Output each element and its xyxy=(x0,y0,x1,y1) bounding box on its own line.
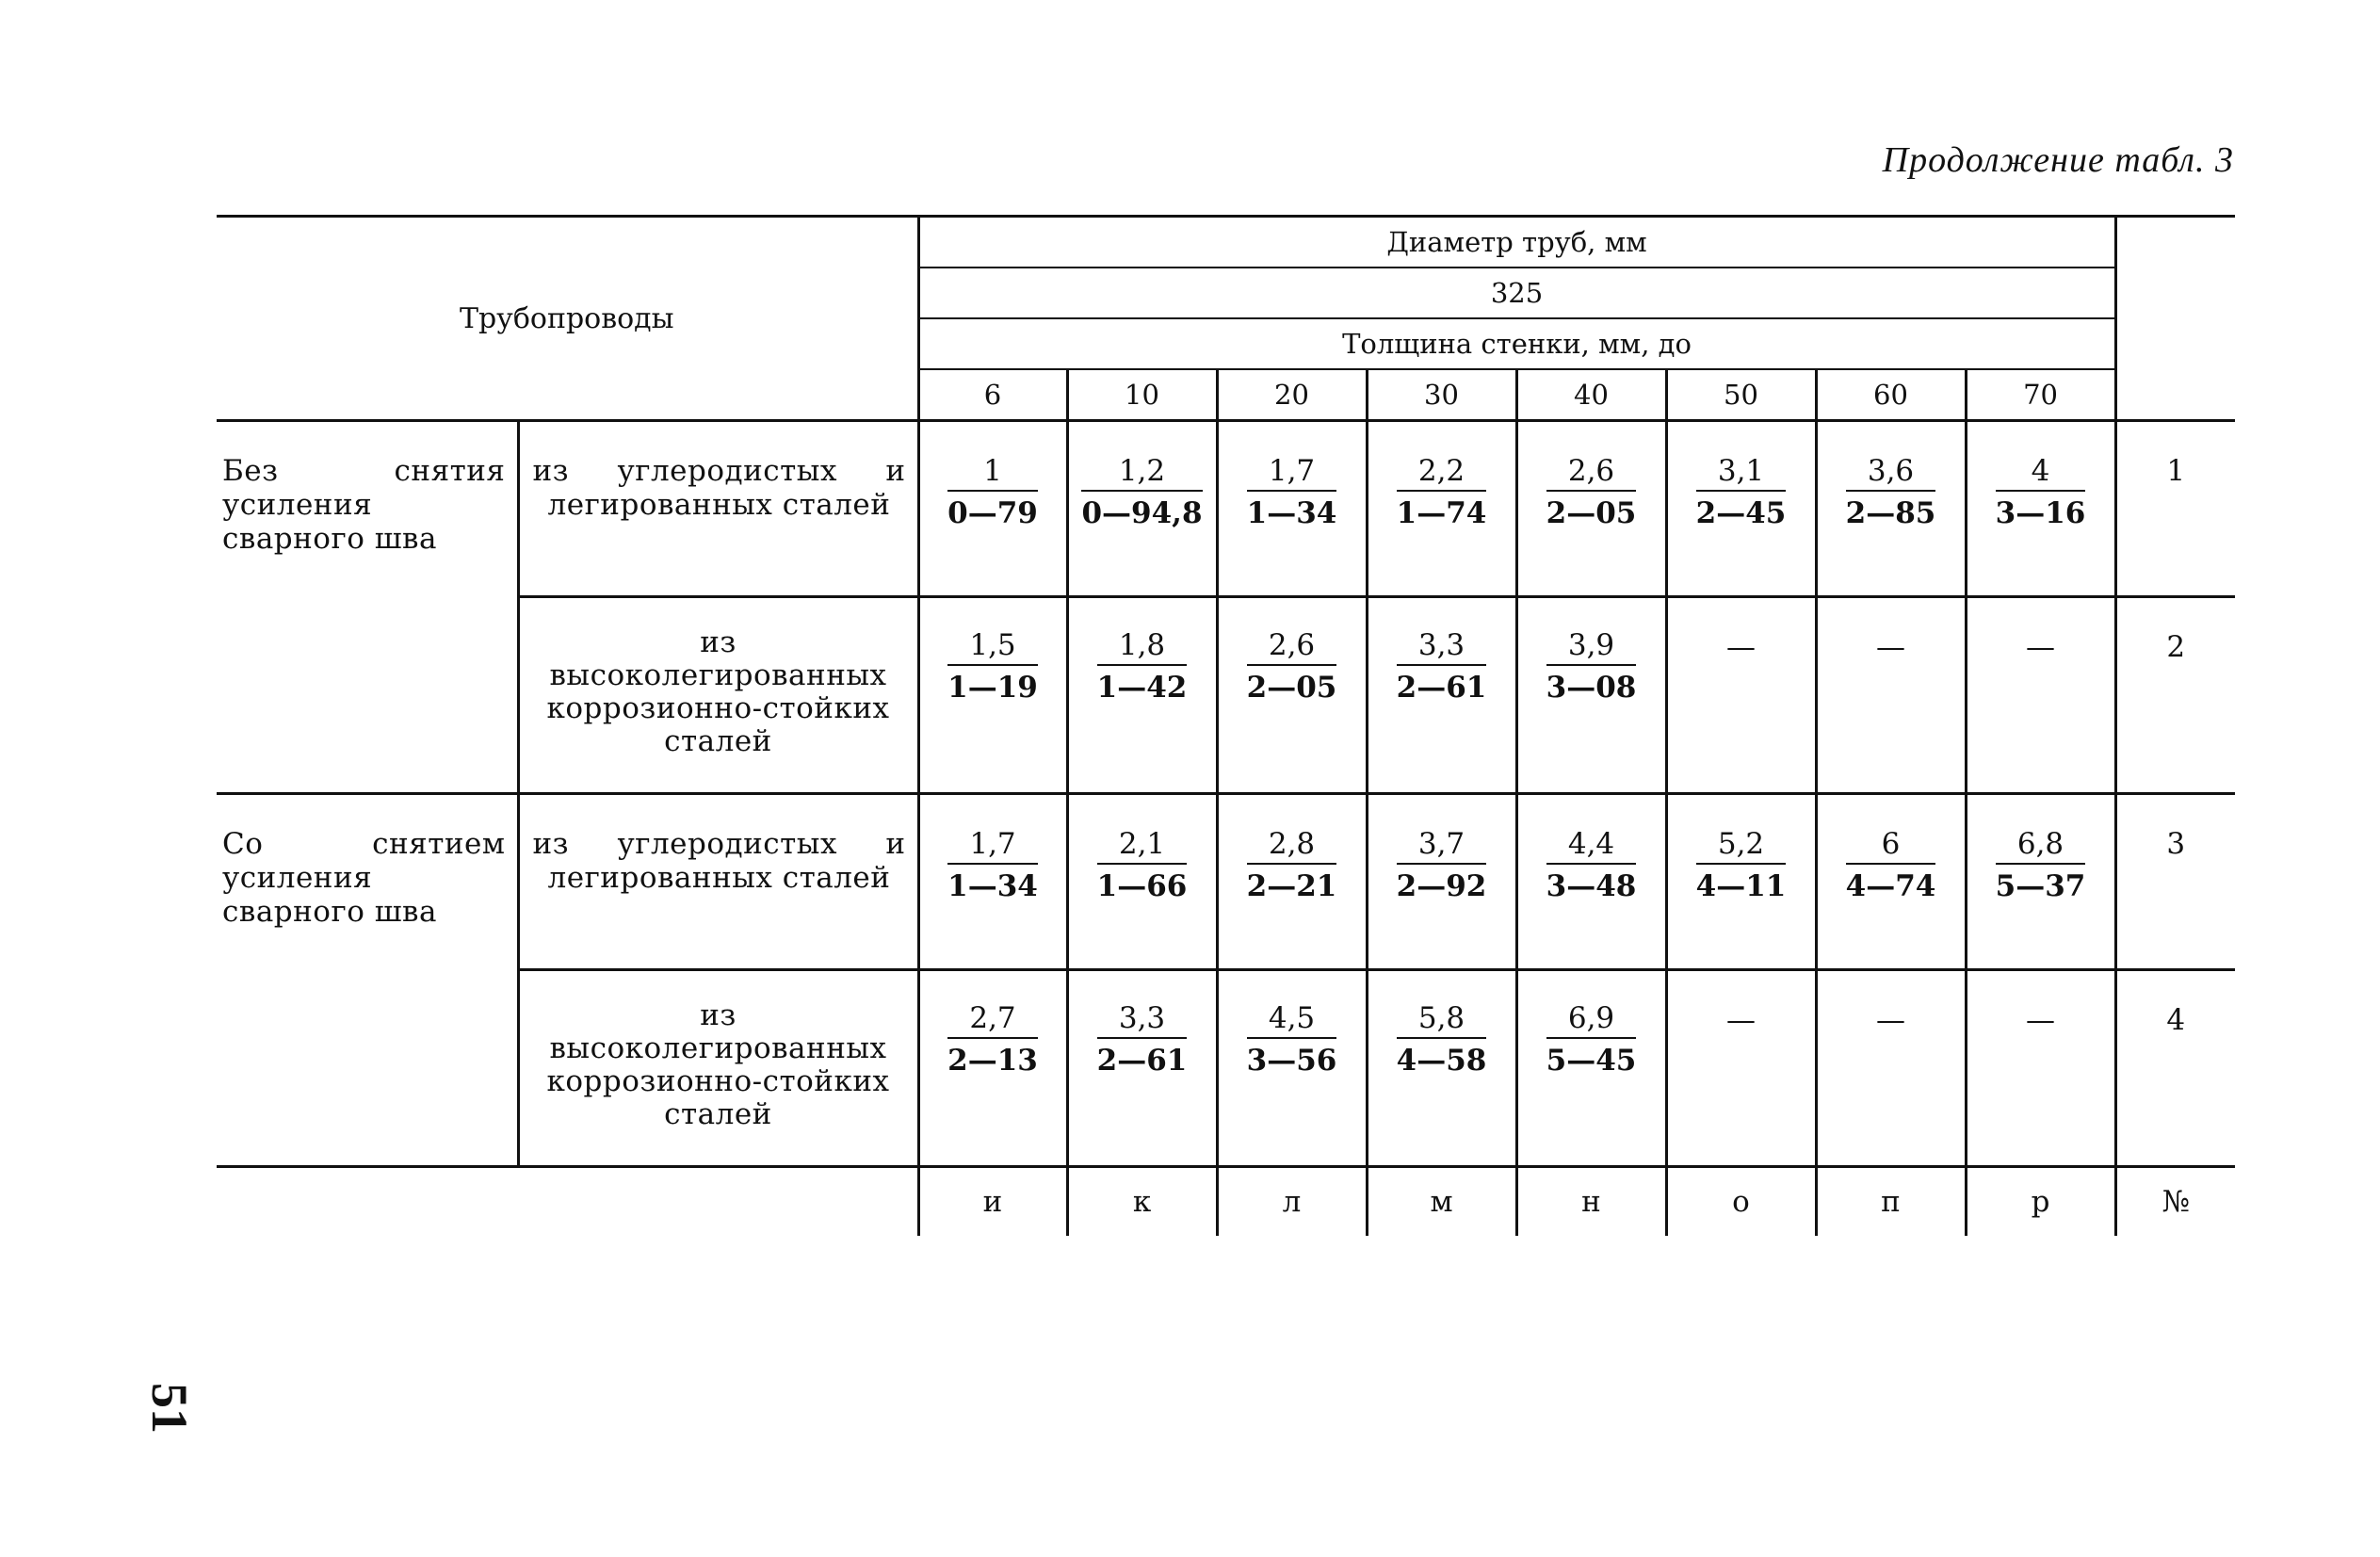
value-cell xyxy=(1816,794,1966,970)
value-cell xyxy=(1966,421,2115,597)
value-cell xyxy=(918,421,1067,597)
fraction-denominator: 4—74 xyxy=(1845,869,1936,903)
thickness-col-4: 40 xyxy=(1516,369,1666,421)
fraction-denominator: 1—19 xyxy=(947,671,1038,705)
value-cell xyxy=(1516,421,1666,597)
table-row xyxy=(217,421,2235,597)
fraction xyxy=(1397,827,1487,906)
fraction-numerator: 2,6 xyxy=(1546,454,1637,492)
fraction-numerator: 6,8 xyxy=(1996,827,2086,865)
fraction-numerator: 2,1 xyxy=(1097,827,1188,865)
row-number: 2 xyxy=(2166,630,2186,664)
fraction-numerator: 3,7 xyxy=(1397,827,1487,865)
fraction-numerator: 2,8 xyxy=(1247,827,1337,865)
value-cell xyxy=(1666,970,1816,1167)
value-cell xyxy=(918,970,1067,1167)
fraction xyxy=(1097,827,1188,906)
fraction-denominator: 1—66 xyxy=(1096,869,1188,903)
column-letter: о xyxy=(1666,1167,1816,1237)
fraction xyxy=(947,628,1038,707)
fraction-denominator: 2—05 xyxy=(1546,496,1637,530)
value-cell xyxy=(1217,421,1367,597)
thickness-header: Толщина стенки, мм, до xyxy=(918,318,2115,369)
row-number-cell xyxy=(2115,421,2235,597)
fraction-denominator: 3—48 xyxy=(1546,869,1637,903)
value-cell xyxy=(1217,794,1367,970)
fraction xyxy=(1546,454,1637,533)
fraction-numerator: 1,8 xyxy=(1097,628,1188,666)
fraction xyxy=(1247,827,1337,906)
fraction-numerator: 5,2 xyxy=(1696,827,1787,865)
fraction xyxy=(1247,454,1337,533)
thickness-col-1: 10 xyxy=(1067,369,1217,421)
pipe-thickness-table xyxy=(217,215,2235,1236)
value-cell xyxy=(1816,597,1966,794)
column-letter: п xyxy=(1816,1167,1966,1237)
row-number-header-spacer xyxy=(2115,217,2235,421)
fraction-denominator: 2—92 xyxy=(1396,869,1487,903)
value-cell xyxy=(1666,421,1816,597)
number-symbol: № xyxy=(2115,1167,2235,1237)
value-cell xyxy=(1067,794,1217,970)
column-letter: н xyxy=(1516,1167,1666,1237)
fraction-numerator: 2,6 xyxy=(1247,628,1337,666)
column-letter: м xyxy=(1367,1167,1516,1237)
fraction-numerator: 4 xyxy=(1996,454,2086,492)
fraction-numerator: 3,6 xyxy=(1846,454,1936,492)
fraction-numerator: 3,9 xyxy=(1546,628,1637,666)
table-row xyxy=(217,794,2235,970)
group-label: Со снятием усиления сварного шва xyxy=(217,794,518,1167)
fraction xyxy=(947,827,1038,906)
value-cell xyxy=(1966,794,2115,970)
fraction xyxy=(1247,1001,1337,1080)
fraction xyxy=(1097,628,1188,707)
fraction-denominator: 1—34 xyxy=(1246,496,1337,530)
fraction-denominator: 2—21 xyxy=(1246,869,1337,903)
fraction-numerator: 5,8 xyxy=(1397,1001,1487,1039)
row-number-cell xyxy=(2115,597,2235,794)
fraction-denominator: 1—34 xyxy=(947,869,1038,903)
fraction-numerator: 4,5 xyxy=(1247,1001,1337,1039)
value-cell xyxy=(1217,597,1367,794)
row-number: 3 xyxy=(2166,827,2186,861)
value-cell xyxy=(918,597,1067,794)
value-cell xyxy=(1067,421,1217,597)
column-letter: к xyxy=(1067,1167,1217,1237)
row-number: 4 xyxy=(2166,1003,2186,1037)
thickness-col-7: 70 xyxy=(1966,369,2115,421)
material-label: из высоколегированных коррозионно-стойких сталей xyxy=(518,970,918,1167)
empty-dash: — xyxy=(2026,1003,2056,1037)
thickness-col-6: 60 xyxy=(1816,369,1966,421)
material-label: из углеродистых и легированных сталей xyxy=(518,794,918,970)
fraction xyxy=(1546,827,1637,906)
value-cell xyxy=(1367,597,1516,794)
value-cell xyxy=(1367,794,1516,970)
row-number: 1 xyxy=(2166,454,2186,488)
value-cell xyxy=(1067,970,1217,1167)
table-caption: Продолжение табл. 3 xyxy=(1882,140,2234,180)
fraction xyxy=(947,454,1038,533)
table-body xyxy=(217,217,2235,1237)
fraction-denominator: 4—58 xyxy=(1396,1044,1487,1078)
fraction-denominator: 3—08 xyxy=(1546,671,1637,705)
empty-dash: — xyxy=(1726,630,1756,664)
fraction-denominator: 0—79 xyxy=(947,496,1038,530)
value-cell xyxy=(1816,970,1966,1167)
fraction-denominator: 5—45 xyxy=(1546,1044,1637,1078)
fraction-numerator: 3,3 xyxy=(1097,1001,1188,1039)
fraction xyxy=(1397,628,1487,707)
fraction-denominator: 3—16 xyxy=(1995,496,2086,530)
fraction-numerator: 3,1 xyxy=(1696,454,1787,492)
row-number-cell xyxy=(2115,970,2235,1167)
empty-dash: — xyxy=(2026,630,2056,664)
empty-dash: — xyxy=(1876,1003,1905,1037)
diameter-value: 325 xyxy=(918,268,2115,318)
value-cell xyxy=(1367,421,1516,597)
row-number-cell xyxy=(2115,794,2235,970)
fraction-denominator: 2—45 xyxy=(1695,496,1787,530)
fraction-numerator: 6,9 xyxy=(1546,1001,1637,1039)
material-label: из углеродистых и легированных сталей xyxy=(518,421,918,597)
fraction-denominator: 0—94,8 xyxy=(1081,496,1203,530)
pipes-header: Трубопроводы xyxy=(217,217,918,421)
fraction xyxy=(1696,827,1787,906)
value-cell xyxy=(1816,421,1966,597)
column-letter: и xyxy=(918,1167,1067,1237)
fraction-denominator: 2—61 xyxy=(1096,1044,1188,1078)
value-cell xyxy=(1966,597,2115,794)
value-cell xyxy=(1516,970,1666,1167)
fraction xyxy=(1397,1001,1487,1080)
value-cell xyxy=(1067,597,1217,794)
fraction xyxy=(1846,827,1936,906)
empty-dash: — xyxy=(1726,1003,1756,1037)
fraction xyxy=(1696,454,1787,533)
fraction xyxy=(1846,454,1936,533)
fraction-numerator: 1,7 xyxy=(1247,454,1337,492)
fraction xyxy=(1097,1001,1188,1080)
fraction-numerator: 2,2 xyxy=(1397,454,1487,492)
group-label: Без снятия усиления сварного шва xyxy=(217,421,518,794)
fraction xyxy=(1397,454,1487,533)
value-cell xyxy=(1666,794,1816,970)
material-label: из высоколегированных коррозионно-стойких сталей xyxy=(518,597,918,794)
fraction xyxy=(1996,454,2086,533)
fraction-numerator: 1 xyxy=(947,454,1038,492)
fraction-denominator: 4—11 xyxy=(1695,869,1787,903)
fraction-numerator: 4,4 xyxy=(1546,827,1637,865)
fraction-numerator: 6 xyxy=(1846,827,1936,865)
fraction-denominator: 5—37 xyxy=(1995,869,2086,903)
fraction-denominator: 1—42 xyxy=(1096,671,1188,705)
value-cell xyxy=(1217,970,1367,1167)
fraction-denominator: 3—56 xyxy=(1246,1044,1337,1078)
fraction-numerator: 2,7 xyxy=(947,1001,1038,1039)
table-row xyxy=(217,970,2235,1167)
value-cell xyxy=(1516,597,1666,794)
fraction-numerator: 1,5 xyxy=(947,628,1038,666)
fraction-denominator: 2—85 xyxy=(1845,496,1936,530)
fraction-numerator: 1,2 xyxy=(1081,454,1202,492)
fraction-denominator: 2—61 xyxy=(1396,671,1487,705)
fraction xyxy=(1546,1001,1637,1080)
thickness-col-3: 30 xyxy=(1367,369,1516,421)
thickness-col-0: 6 xyxy=(918,369,1067,421)
fraction-denominator: 2—13 xyxy=(947,1044,1038,1078)
fraction-numerator: 3,3 xyxy=(1397,628,1487,666)
value-cell xyxy=(1367,970,1516,1167)
page-number: 51 xyxy=(141,1383,198,1434)
value-cell xyxy=(1666,597,1816,794)
thickness-col-5: 50 xyxy=(1666,369,1816,421)
fraction xyxy=(947,1001,1038,1080)
value-cell xyxy=(918,794,1067,970)
diameter-header: Диаметр труб, мм xyxy=(918,217,2115,268)
column-letters-row xyxy=(217,1167,2235,1237)
column-letter: л xyxy=(1217,1167,1367,1237)
fraction-denominator: 2—05 xyxy=(1246,671,1337,705)
fraction-denominator: 1—74 xyxy=(1396,496,1487,530)
column-letter: р xyxy=(1966,1167,2115,1237)
fraction xyxy=(1247,628,1337,707)
thickness-col-2: 20 xyxy=(1217,369,1367,421)
value-cell xyxy=(1966,970,2115,1167)
letters-row-spacer xyxy=(217,1167,918,1237)
fraction xyxy=(1546,628,1637,707)
fraction-numerator: 1,7 xyxy=(947,827,1038,865)
fraction xyxy=(1996,827,2086,906)
header-row-diameter xyxy=(217,217,2235,268)
value-cell xyxy=(1516,794,1666,970)
table-row xyxy=(217,597,2235,794)
empty-dash: — xyxy=(1876,630,1905,664)
fraction xyxy=(1081,454,1202,533)
